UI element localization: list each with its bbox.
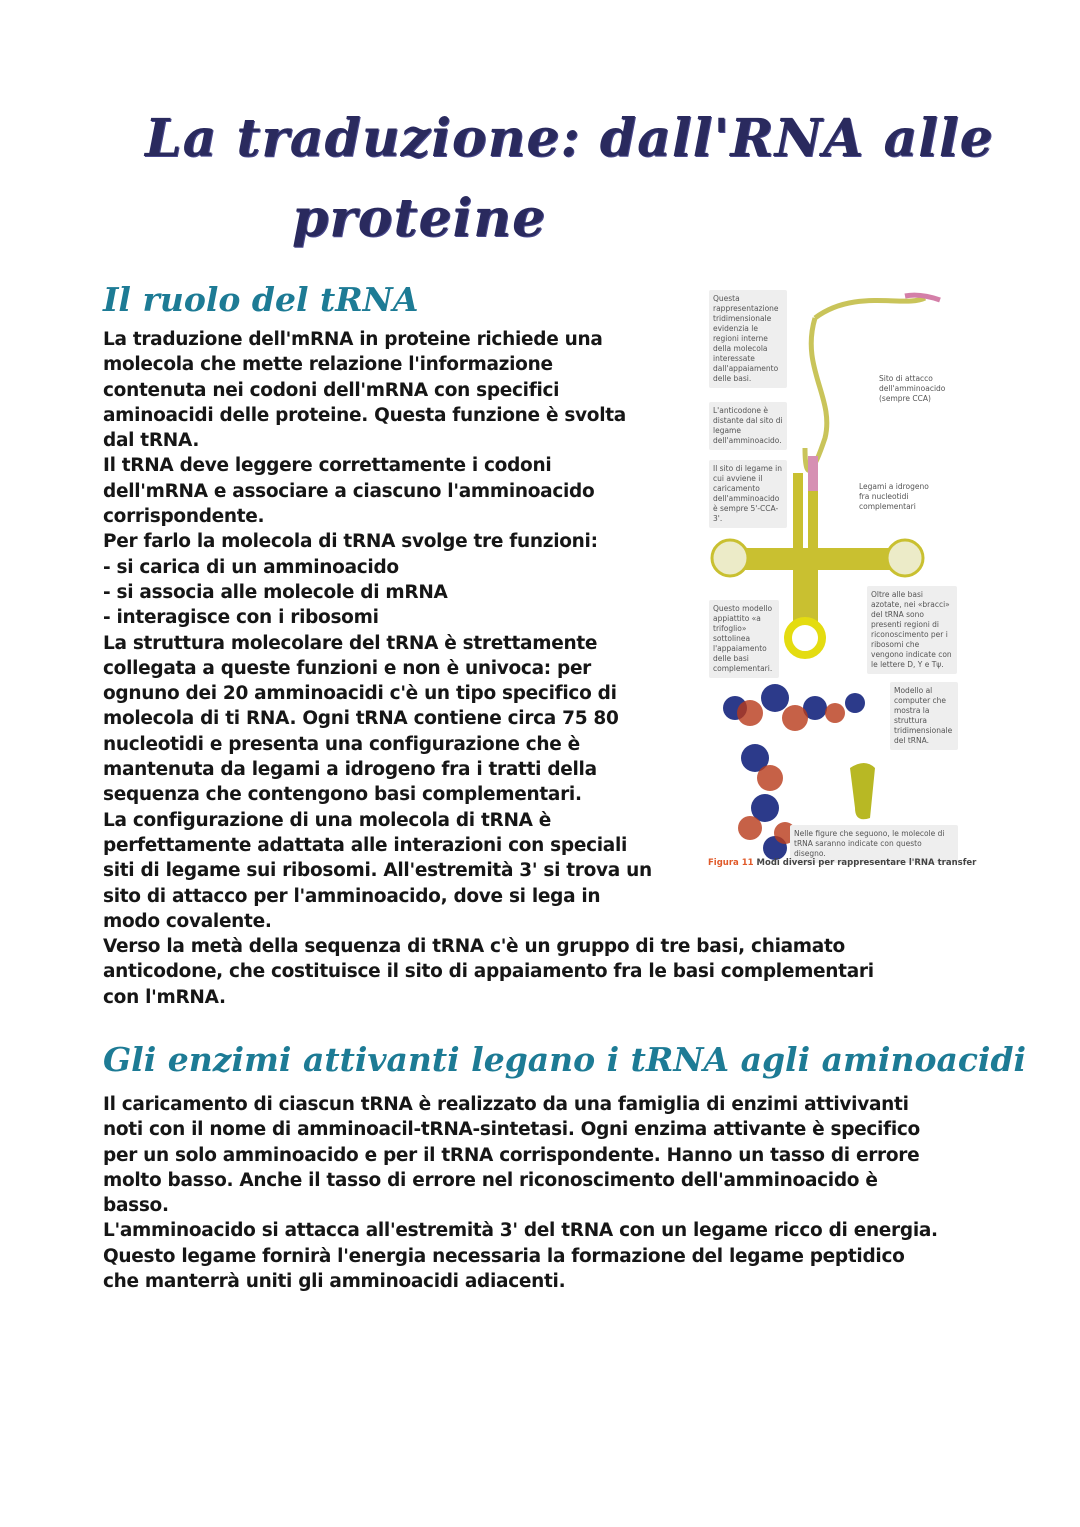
text-line: basso.	[103, 1195, 169, 1217]
text-line: mantenuta da legami a idrogeno fra i tratti della	[103, 759, 597, 781]
text-line: siti di legame sui ribosomi. All'estremità 3' si trova un	[103, 860, 652, 882]
text-line: - si carica di un amminoacido	[103, 556, 399, 578]
text-line: dal tRNA.	[103, 430, 200, 452]
section-heading-activating-enzymes: Gli enzimi attivanti legano i tRNA agli aminoacidi	[103, 1040, 1027, 1079]
text-line: La configurazione di una molecola di tRNA è	[103, 809, 552, 831]
text-line: Per farlo la molecola di tRNA svolge tre funzioni:	[103, 531, 598, 553]
text-line: molecola di ti RNA. Ogni tRNA contiene circa 75 80	[103, 708, 619, 730]
text-line: perfettamente adattata alle interazioni con speciali	[103, 834, 628, 856]
text-line: - interagisce con i ribosomi	[103, 607, 379, 629]
text-line: noti con il nome di amminoacil-tRNA-sintetasi. Ogni enzima attivante è specifico	[103, 1119, 920, 1141]
text-line: molto basso. Anche il tasso di errore nel riconoscimento dell'amminoacido è	[103, 1169, 878, 1191]
figure-title: Figura 11 Modi diversi per rappresentare l'RNA transfer	[708, 858, 977, 868]
text-line: ognuno dei 20 amminoacidi c'è un tipo specifico di	[103, 683, 617, 705]
text-line: collegata a queste funzioni e non è univoca: per	[103, 657, 592, 679]
text-line: sequenza che contengono basi complementari.	[103, 784, 582, 806]
figure-caption: Modello al computer che mostra la struttura tridimensionale del tRNA.	[890, 682, 958, 750]
page-title-line2: proteine	[292, 188, 547, 249]
text-line: con l'mRNA.	[103, 986, 226, 1008]
figure-caption: Questa rappresentazione tridimensionale evidenzia le regioni interne della molecola interessate dall'appaiamento delle basi.	[709, 290, 787, 388]
text-line: che manterrà uniti gli amminoacidi adiacenti.	[103, 1271, 566, 1293]
text-line: Verso la metà della sequenza di tRNA c'è un gruppo di tre basi, chiamato	[103, 936, 845, 958]
text-line: nucleotidi e presenta una configurazione che è	[103, 733, 580, 755]
text-line: sito di attacco per l'amminoacido, dove si lega in	[103, 885, 601, 907]
text-line: contenuta nei codoni dell'mRNA con specifici	[103, 379, 560, 401]
figure-caption: Legami a idrogeno fra nucleotidi complementari	[859, 482, 929, 511]
figure-caption: Questo modello appiattito «a trifoglio» sottolinea l'appaiamento delle basi complementari.	[709, 600, 779, 678]
text-line: L'amminoacido si attacca all'estremità 3' del tRNA con un legame ricco di energia.	[103, 1220, 938, 1242]
trna-figure	[705, 288, 977, 878]
text-line: - si associa alle molecole di mRNA	[103, 581, 448, 603]
text-line: per un solo amminoacido e per il tRNA corrispondente. Hanno un tasso di errore	[103, 1144, 920, 1166]
section-activating-enzymes-text	[103, 1092, 938, 1294]
text-line: Questo legame fornirà l'energia necessaria la formazione del legame peptidico	[103, 1245, 905, 1267]
text-line: La traduzione dell'mRNA in proteine richiede una	[103, 329, 603, 350]
figure-caption: Il sito di legame in cui avviene il caricamento dell'amminoacido è sempre 5'-CCA-3'.	[709, 460, 787, 528]
text-line: corrispondente.	[103, 506, 265, 528]
text-line: dell'mRNA e associare a ciascuno l'amminoacido	[103, 480, 595, 502]
page-title: La traduzione: dall'RNA alle	[145, 108, 994, 169]
text-line: La struttura molecolare del tRNA è strettamente	[103, 632, 598, 654]
text-line: molecola che mette relazione l'informazione	[103, 354, 553, 376]
section-heading-trna-role: Il ruolo del tRNA	[103, 280, 419, 319]
text-line: Il caricamento di ciascun tRNA è realizzato da una famiglia di enzimi attivivanti	[103, 1094, 909, 1115]
figure-caption: Sito di attacco dell'amminoacido (sempre CCA)	[879, 374, 946, 403]
figure-caption: L'anticodone è distante dal sito di legame dell'amminoacido.	[709, 402, 787, 450]
figure-caption: Oltre alle basi azotate, nei «bracci» del tRNA sono presenti regioni di riconoscimento per i ribosomi che vengono indicate con le lettere D, Y e Tψ.	[867, 586, 957, 674]
text-line: Il tRNA deve leggere correttamente i codoni	[103, 455, 552, 477]
text-line: modo covalente.	[103, 910, 272, 932]
figure-caption: Nelle figure che seguono, le molecole di tRNA saranno indicate con questo disegno.	[790, 825, 958, 863]
text-line: anticodone, che costituisce il sito di appaiamento fra le basi complementari	[103, 961, 874, 983]
text-line: aminoacidi delle proteine. Questa funzione è svolta	[103, 404, 626, 426]
